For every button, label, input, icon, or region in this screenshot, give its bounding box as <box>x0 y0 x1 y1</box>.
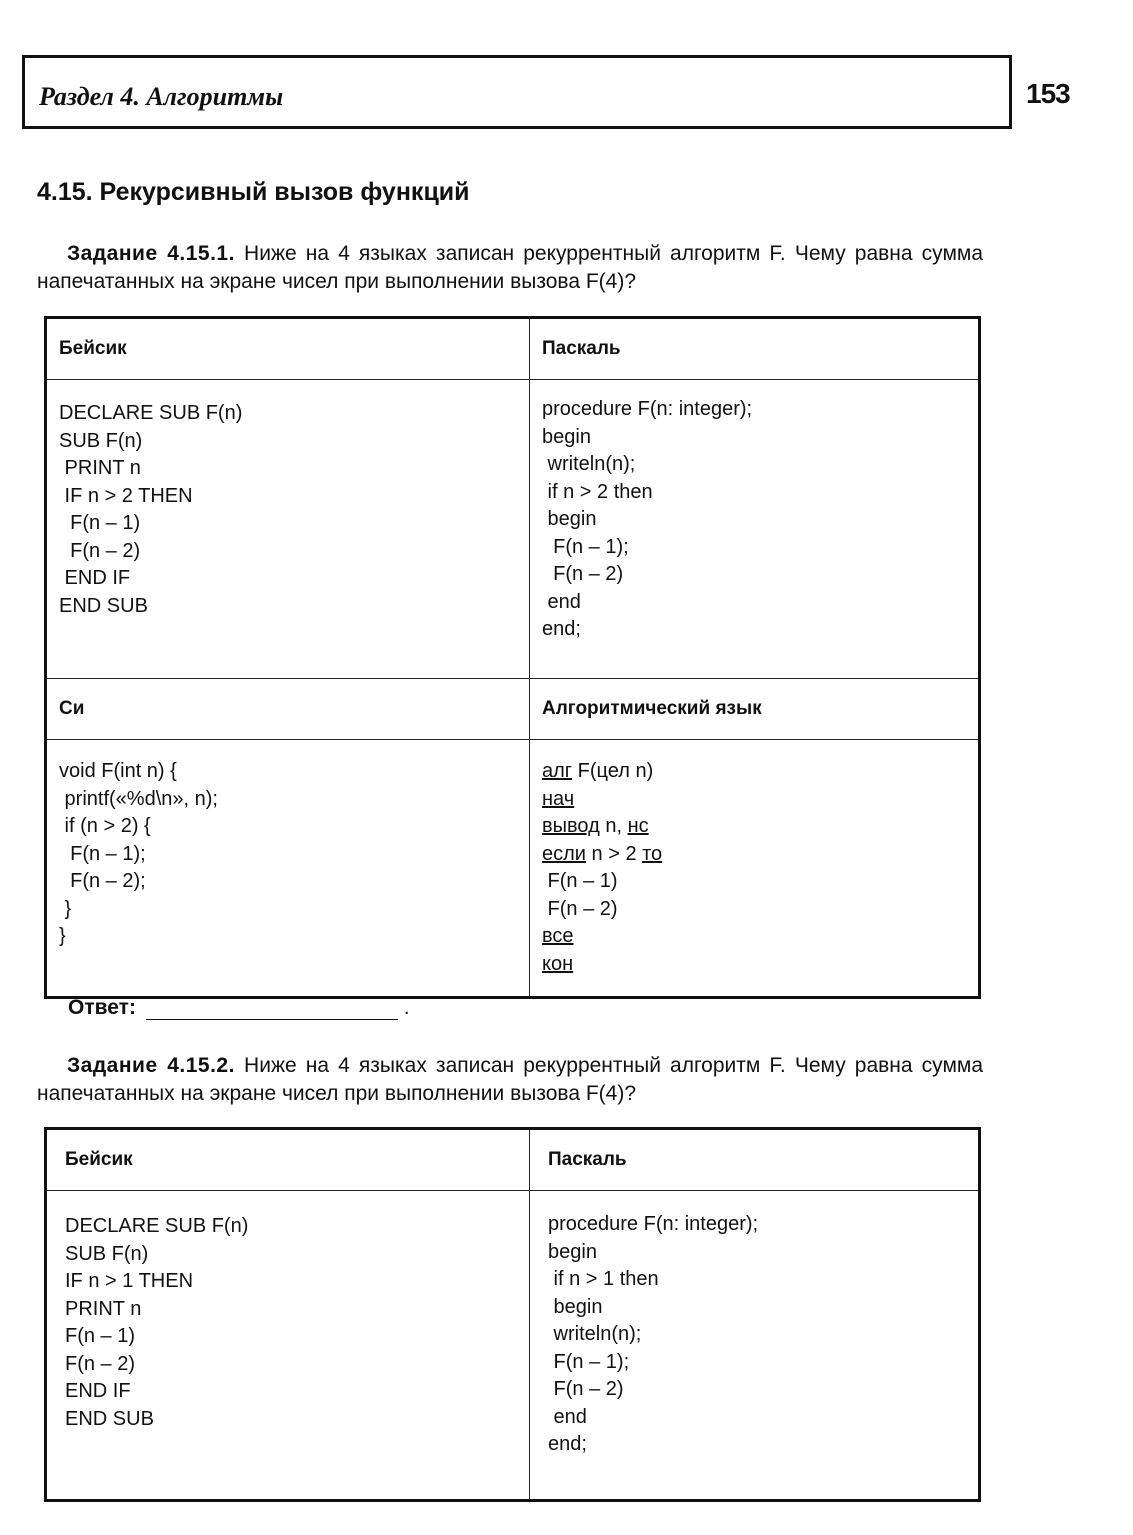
code-line: SUB F(n) <box>65 1242 149 1265</box>
code-line <box>542 951 966 979</box>
code-line: F(n – 1); <box>548 1350 630 1373</box>
code-line: end; <box>548 1433 587 1455</box>
pascal-header: Паскаль <box>530 318 980 380</box>
keyword: все <box>542 925 574 947</box>
basic-header: Бейсик <box>46 318 530 380</box>
code-line: F(n – 1); <box>542 535 629 558</box>
keyword: вывод <box>542 815 600 837</box>
task-2-text: Ниже на 4 языках записан рекуррентный алгоритм F. Чему равна сумма напечатанных на экране чисел при выполнении вызова F(4)? <box>37 1054 983 1105</box>
code-line: F(n – 1) <box>542 870 618 892</box>
code-line <box>542 841 966 869</box>
code-line: begin <box>542 425 591 448</box>
code-text: n, <box>599 815 628 837</box>
keyword: алг <box>542 760 573 782</box>
code-line: F(n – 2) <box>65 1352 136 1375</box>
code-line <box>542 786 966 814</box>
task-1 <box>37 240 983 296</box>
basic-code <box>46 1191 530 1501</box>
code-line: F(n – 1); <box>59 842 146 865</box>
task-1-label: Задание 4.15.1. <box>67 242 235 265</box>
code-line <box>542 923 966 951</box>
keyword: кон <box>542 952 574 975</box>
answer-blank[interactable] <box>146 997 398 1020</box>
code-line: } <box>59 925 66 947</box>
code-line: end; <box>542 618 581 640</box>
code-line <box>542 758 966 786</box>
code-line: DECLARE SUB F(n) <box>59 402 243 424</box>
code-text: F(цел n) <box>572 760 654 782</box>
task-2 <box>37 1052 983 1108</box>
code-line: END SUB <box>59 594 148 617</box>
keyword: то <box>642 842 663 865</box>
code-line: F(n – 2) <box>542 897 618 920</box>
code-line: printf(«%d\n», n); <box>59 787 218 810</box>
code-line: F(n – 2) <box>59 539 141 562</box>
code-line: procedure F(n: integer); <box>548 1213 759 1235</box>
algo-code <box>530 740 980 998</box>
keyword: если <box>542 842 586 865</box>
basic-header: Бейсик <box>46 1129 530 1191</box>
pascal-code <box>530 1191 980 1501</box>
code-line: writeln(n); <box>548 1323 642 1345</box>
code-line: writeln(n); <box>542 453 636 475</box>
code-table-1 <box>44 316 981 999</box>
code-line: F(n – 1) <box>65 1325 136 1347</box>
code-line: F(n – 2); <box>59 870 146 892</box>
running-header <box>22 55 1012 129</box>
code-line: if n > 1 then <box>548 1268 659 1290</box>
basic-code <box>46 380 530 679</box>
answer-label: Ответ: <box>68 996 136 1019</box>
code-line: SUB F(n) <box>59 429 143 452</box>
task-2-label: Задание 4.15.2. <box>67 1054 235 1077</box>
keyword: нс <box>627 815 649 837</box>
code-line <box>542 813 966 841</box>
code-line: begin <box>548 1295 603 1318</box>
code-line: void F(int n) { <box>59 760 177 782</box>
code-line: END IF <box>65 1380 131 1402</box>
pascal-code <box>530 380 980 679</box>
code-line: end <box>548 1405 587 1428</box>
algo-header: Алгоритмический язык <box>530 679 980 740</box>
code-line: DECLARE SUB F(n) <box>65 1215 249 1237</box>
code-line: IF n > 1 THEN <box>65 1270 194 1292</box>
code-line: F(n – 2) <box>548 1378 624 1400</box>
code-line: if n > 2 then <box>542 480 653 503</box>
code-line: PRINT n <box>65 1297 142 1320</box>
code-line: END IF <box>59 567 131 589</box>
code-line: END SUB <box>65 1407 154 1430</box>
code-line: PRINT n <box>59 457 141 479</box>
code-text: n > 2 <box>585 842 643 865</box>
page-number: 153 <box>1026 78 1070 109</box>
task-1-text: Ниже на 4 языках записан рекуррентный алгоритм F. Чему равна сумма напечатанных на экране чисел при выполнении вызова F(4)? <box>37 242 983 293</box>
code-line: if (n > 2) { <box>59 815 151 837</box>
code-line: begin <box>548 1240 597 1263</box>
code-line: begin <box>542 508 597 530</box>
chapter-title: Раздел 4. Алгоритмы <box>39 82 284 111</box>
code-line: IF n > 2 THEN <box>59 484 193 507</box>
code-line: procedure F(n: integer); <box>542 398 753 420</box>
c-code <box>46 740 530 998</box>
keyword: нач <box>542 787 575 810</box>
code-line: end <box>542 590 581 613</box>
section-title: 4.15. Рекурсивный вызов функций <box>37 178 470 206</box>
code-line: F(n – 2) <box>542 563 624 585</box>
code-table-2 <box>44 1127 981 1502</box>
c-header: Си <box>46 679 530 740</box>
answer-row <box>68 996 410 1020</box>
code-line: } <box>59 897 72 920</box>
answer-period: . <box>403 996 410 1019</box>
pascal-header: Паскаль <box>530 1129 980 1191</box>
code-line: F(n – 1) <box>59 512 141 534</box>
